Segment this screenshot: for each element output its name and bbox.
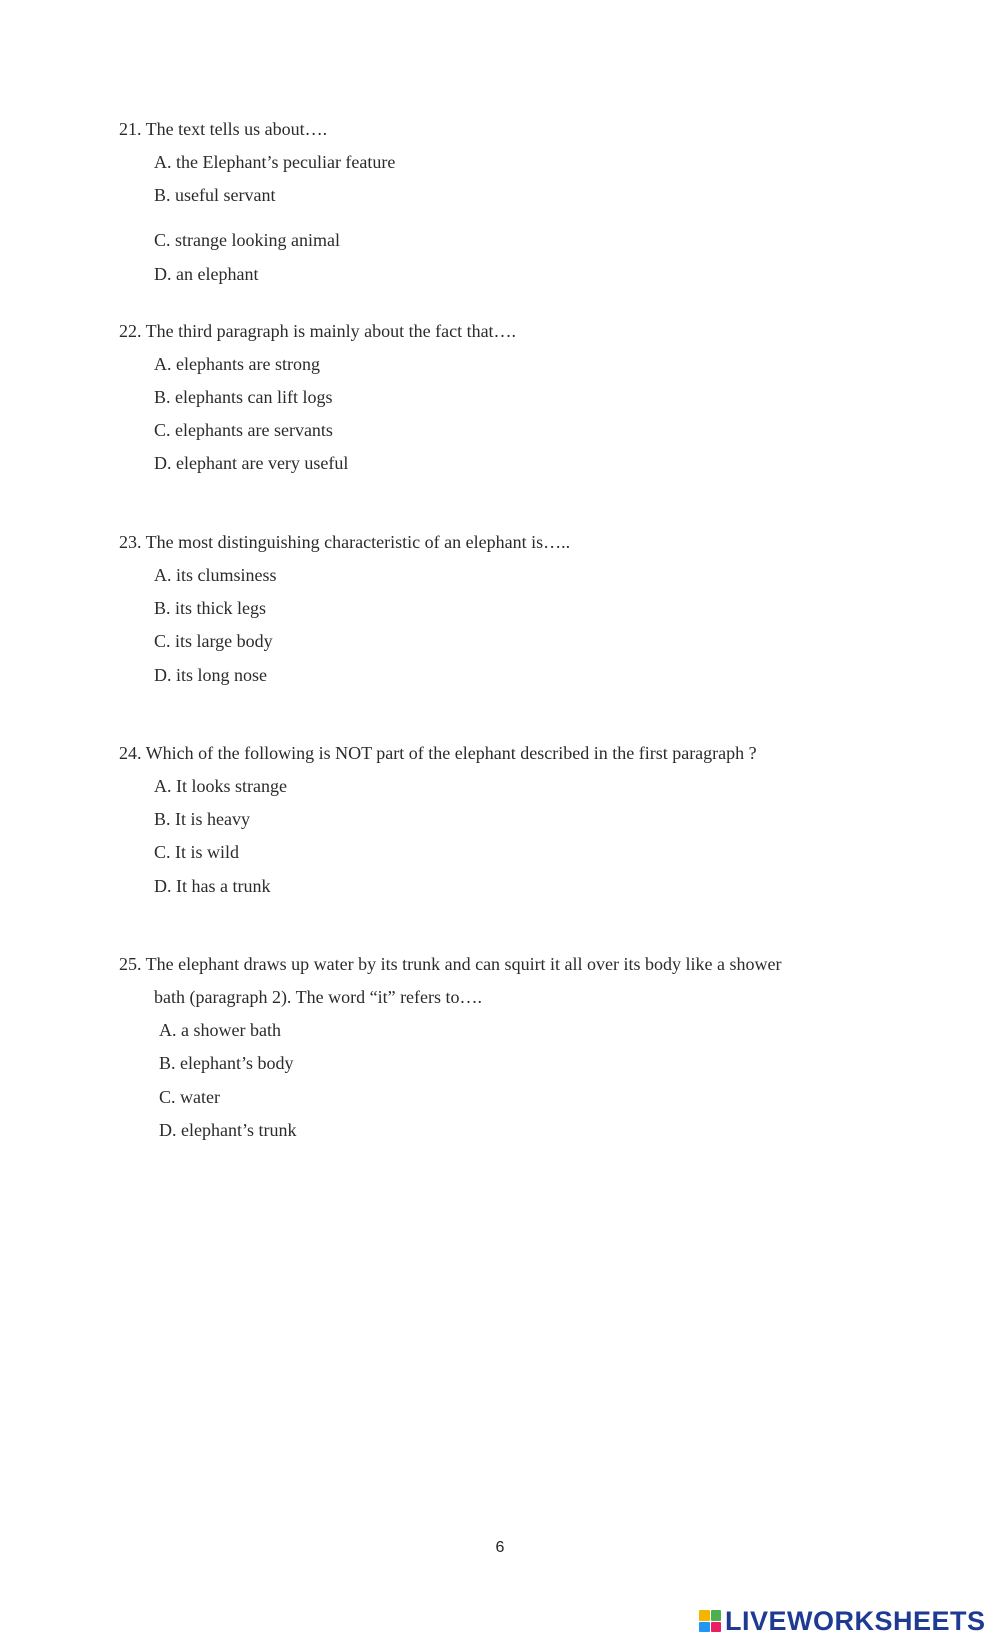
question-23-option-d[interactable]: D. its long nose <box>154 665 268 685</box>
question-21-option-d[interactable]: D. an elephant <box>154 264 259 284</box>
question-21-stem: 21. The text tells us about…. <box>119 119 328 139</box>
question-24-option-a[interactable]: A. It looks strange <box>154 776 287 796</box>
page-number: 6 <box>495 1539 505 1556</box>
question-24-option-c[interactable]: C. It is wild <box>154 842 240 862</box>
question-25-option-c[interactable]: C. water <box>159 1087 220 1107</box>
question-23-stem: 23. The most distinguishing characteristic of an elephant is….. <box>119 532 571 552</box>
watermark-text: LIVEWORKSHEETS <box>725 1605 986 1636</box>
question-24-stem: 24. Which of the following is NOT part of the elephant described in the first paragraph ? <box>119 743 757 763</box>
question-22-option-c[interactable]: C. elephants are servants <box>154 420 333 440</box>
question-22-option-a[interactable]: A. elephants are strong <box>154 354 320 374</box>
question-24-option-b[interactable]: B. It is heavy <box>154 809 250 829</box>
question-22-stem: 22. The third paragraph is mainly about the fact that…. <box>119 321 517 341</box>
question-25-option-a[interactable]: A. a shower bath <box>159 1020 281 1040</box>
question-22-option-b[interactable]: B. elephants can lift logs <box>154 387 333 407</box>
liveworksheets-logo-icon <box>699 1610 721 1632</box>
question-25-option-b[interactable]: B. elephant’s body <box>159 1053 294 1073</box>
question-25-stem-line-1: 25. The elephant draws up water by its trunk and can squirt it all over its body like a shower <box>119 954 782 974</box>
question-22-option-d[interactable]: D. elephant are very useful <box>154 453 349 473</box>
question-21-option-a[interactable]: A. the Elephant’s peculiar feature <box>154 152 396 172</box>
question-23-option-a[interactable]: A. its clumsiness <box>154 565 277 585</box>
question-24-option-d[interactable]: D. It has a trunk <box>154 876 271 896</box>
liveworksheets-watermark <box>699 1607 986 1635</box>
question-25-option-d[interactable]: D. elephant’s trunk <box>159 1120 297 1140</box>
question-23-option-c[interactable]: C. its large body <box>154 631 273 651</box>
question-23-option-b[interactable]: B. its thick legs <box>154 598 266 618</box>
question-21-option-b[interactable]: B. useful servant <box>154 185 276 205</box>
question-21-option-c[interactable]: C. strange looking animal <box>154 230 340 250</box>
question-25-stem-line-2: bath (paragraph 2). The word “it” refers to…. <box>154 987 483 1007</box>
